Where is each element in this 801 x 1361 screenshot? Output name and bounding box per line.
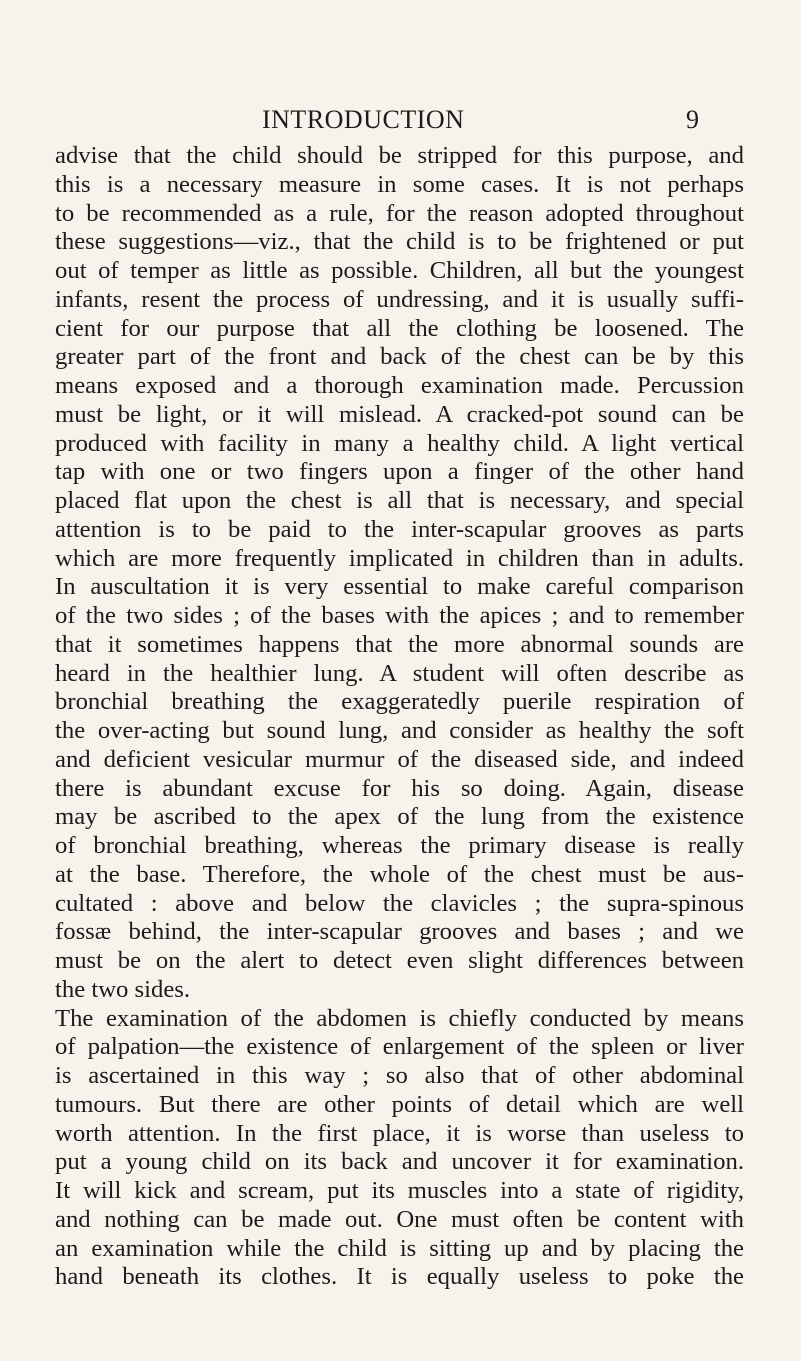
text-line: this is a necessary measure in some cases. It is not perhaps xyxy=(55,170,744,198)
body-text xyxy=(55,142,744,1292)
text-line: fossæ behind, the inter-scapular grooves and bases ; and we xyxy=(55,918,744,946)
page-number: 9 xyxy=(686,105,699,134)
text-line: of palpation—the existence of enlargement of the spleen or liver xyxy=(55,1033,744,1061)
text-line: that it sometimes happens that the more abnormal sounds are xyxy=(55,630,744,658)
text-line: tap with one or two fingers upon a finger of the other hand xyxy=(55,458,744,486)
text-line: out of temper as little as possible. Children, all but the youngest xyxy=(55,257,744,284)
text-line: must be on the alert to detect even slight differences between xyxy=(55,947,744,974)
text-line: greater part of the front and back of the chest can be by this xyxy=(55,343,744,371)
text-line: and nothing can be made out. One must often be content with xyxy=(55,1205,744,1233)
paragraph-start-line: The examination of the abdomen is chiefly conducted by means xyxy=(55,1004,744,1032)
text-line: attention is to be paid to the inter-scapular grooves as parts xyxy=(55,515,744,543)
text-line: at the base. Therefore, the whole of the chest must be aus- xyxy=(55,860,744,888)
text-line: In auscultation it is very essential to make careful comparison xyxy=(55,573,744,601)
chapter-title: INTRODUCTION xyxy=(262,105,465,134)
text-line: of bronchial breathing, whereas the primary disease is really xyxy=(55,832,744,859)
text-line: tumours. But there are other points of detail which are well xyxy=(55,1090,744,1118)
text-line: placed flat upon the chest is all that is necessary, and special xyxy=(55,487,744,514)
text-line: of the two sides ; of the bases with the apices ; and to remember xyxy=(55,602,744,629)
text-line: may be ascribed to the apex of the lung from the existence xyxy=(55,803,744,831)
text-line: which are more frequently implicated in children than in adults. xyxy=(55,544,744,572)
text-line: there is abundant excuse for his so doing. Again, disease xyxy=(55,774,744,802)
text-line: is ascertained in this way ; so also that of other abdominal xyxy=(55,1062,744,1089)
text-line: means exposed and a thorough examination made. Percussion xyxy=(55,372,744,399)
text-line: and deficient vesicular murmur of the diseased side, and indeed xyxy=(55,745,744,773)
text-line: advise that the child should be stripped for this purpose, and xyxy=(55,142,744,169)
text-line: infants, resent the process of undressing, and it is usually suffi- xyxy=(55,285,744,313)
running-head xyxy=(262,103,699,137)
text-line: heard in the healthier lung. A student will often describe as xyxy=(55,659,744,687)
paragraph-end-line: the two sides. xyxy=(55,975,191,1003)
text-line: produced with facility in many a healthy child. A light vertical xyxy=(55,429,744,457)
text-line: worth attention. In the first place, it is worse than useless to xyxy=(55,1119,744,1147)
text-line: cultated : above and below the clavicles ; the supra-spinous xyxy=(55,889,744,917)
text-line: an examination while the child is sitting up and by placing the xyxy=(55,1234,744,1262)
text-line: hand beneath its clothes. It is equally useless to poke the xyxy=(55,1263,744,1291)
text-line: cient for our purpose that all the clothing be loosened. The xyxy=(55,314,744,342)
text-line: these suggestions—viz., that the child is to be frightened or put xyxy=(55,228,744,256)
text-line: to be recommended as a rule, for the reason adopted throughout xyxy=(55,199,744,227)
text-line: put a young child on its back and uncover it for examination. xyxy=(55,1148,744,1176)
text-line: the over-acting but sound lung, and consider as healthy the soft xyxy=(55,717,744,744)
text-line: It will kick and scream, put its muscles into a state of rigidity, xyxy=(55,1177,744,1204)
text-line: must be light, or it will mislead. A cracked-pot sound can be xyxy=(55,400,744,428)
text-line: bronchial breathing the exaggeratedly puerile respiration of xyxy=(55,688,744,716)
